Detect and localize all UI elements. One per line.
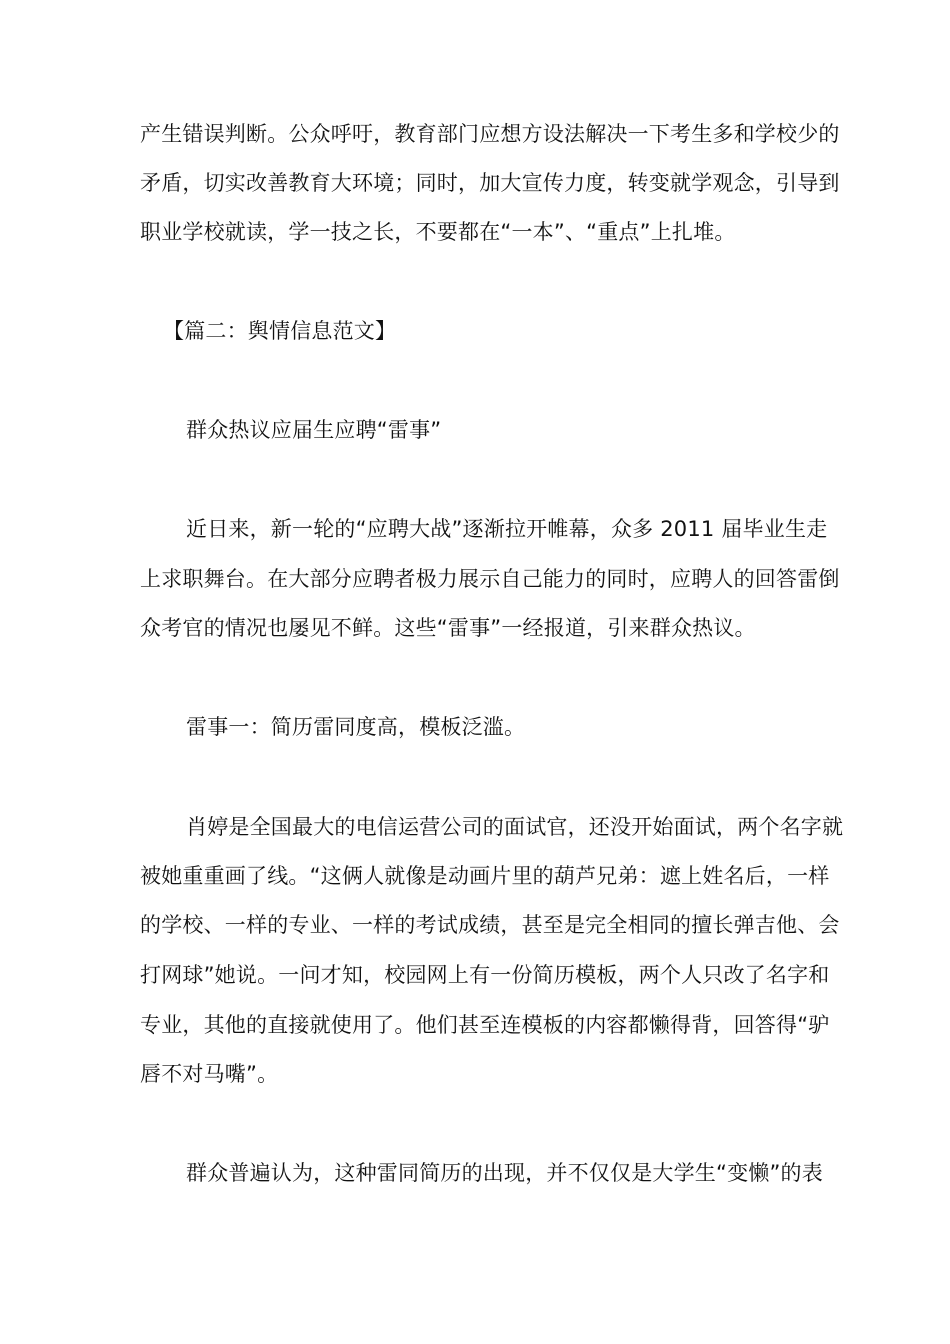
paragraph-line: 打网球”她说。一问才知，校园网上有一份简历模板，两个人只改了名字和 <box>140 963 830 987</box>
paragraph-line: 唇不对马嘴”。 <box>140 1062 279 1086</box>
paragraph-line: 众考官的情况也屡见不鲜。这些“雷事”一经报道，引来群众热议。 <box>140 616 756 640</box>
paragraph-line: 近日来，新一轮的“应聘大战”逐渐拉开帷幕，众多 2011 届毕业生走 <box>186 517 828 541</box>
paragraph-line: 职业学校就读，学一技之长，不要都在“一本”、“重点”上扎堆。 <box>140 220 736 244</box>
paragraph-line: 上求职舞台。在大部分应聘者极力展示自己能力的同时，应聘人的回答雷倒 <box>140 567 840 591</box>
paragraph-line: 的学校、一样的专业、一样的考试成绩，甚至是完全相同的擅长弹吉他、会 <box>140 913 840 937</box>
paragraph-line: 产生错误判断。公众呼吁，教育部门应想方设法解决一下考生多和学校少的 <box>140 122 840 146</box>
paragraph-line: 专业，其他的直接就使用了。他们甚至连模板的内容都懒得背，回答得“驴 <box>140 1013 830 1037</box>
paragraph-line: 矛盾，切实改善教育大环境；同时，加大宣传力度，转变就学观念，引导到 <box>140 171 840 195</box>
paragraph-line: 肖婷是全国最大的电信运营公司的面试官，还没开始面试，两个名字就 <box>186 815 844 839</box>
paragraph-line: 被她重重画了线。“这俩人就像是动画片里的葫芦兄弟：遮上姓名后，一样 <box>140 864 830 888</box>
subheading: 雷事一：简历雷同度高，模板泛滥。 <box>186 715 526 739</box>
article-title: 群众热议应届生应聘“雷事” <box>186 418 442 442</box>
paragraph-line: 群众普遍认为，这种雷同简历的出现，并不仅仅是大学生“变懒”的表 <box>186 1161 823 1185</box>
section-heading: 【篇二：舆情信息范文】 <box>163 319 397 343</box>
